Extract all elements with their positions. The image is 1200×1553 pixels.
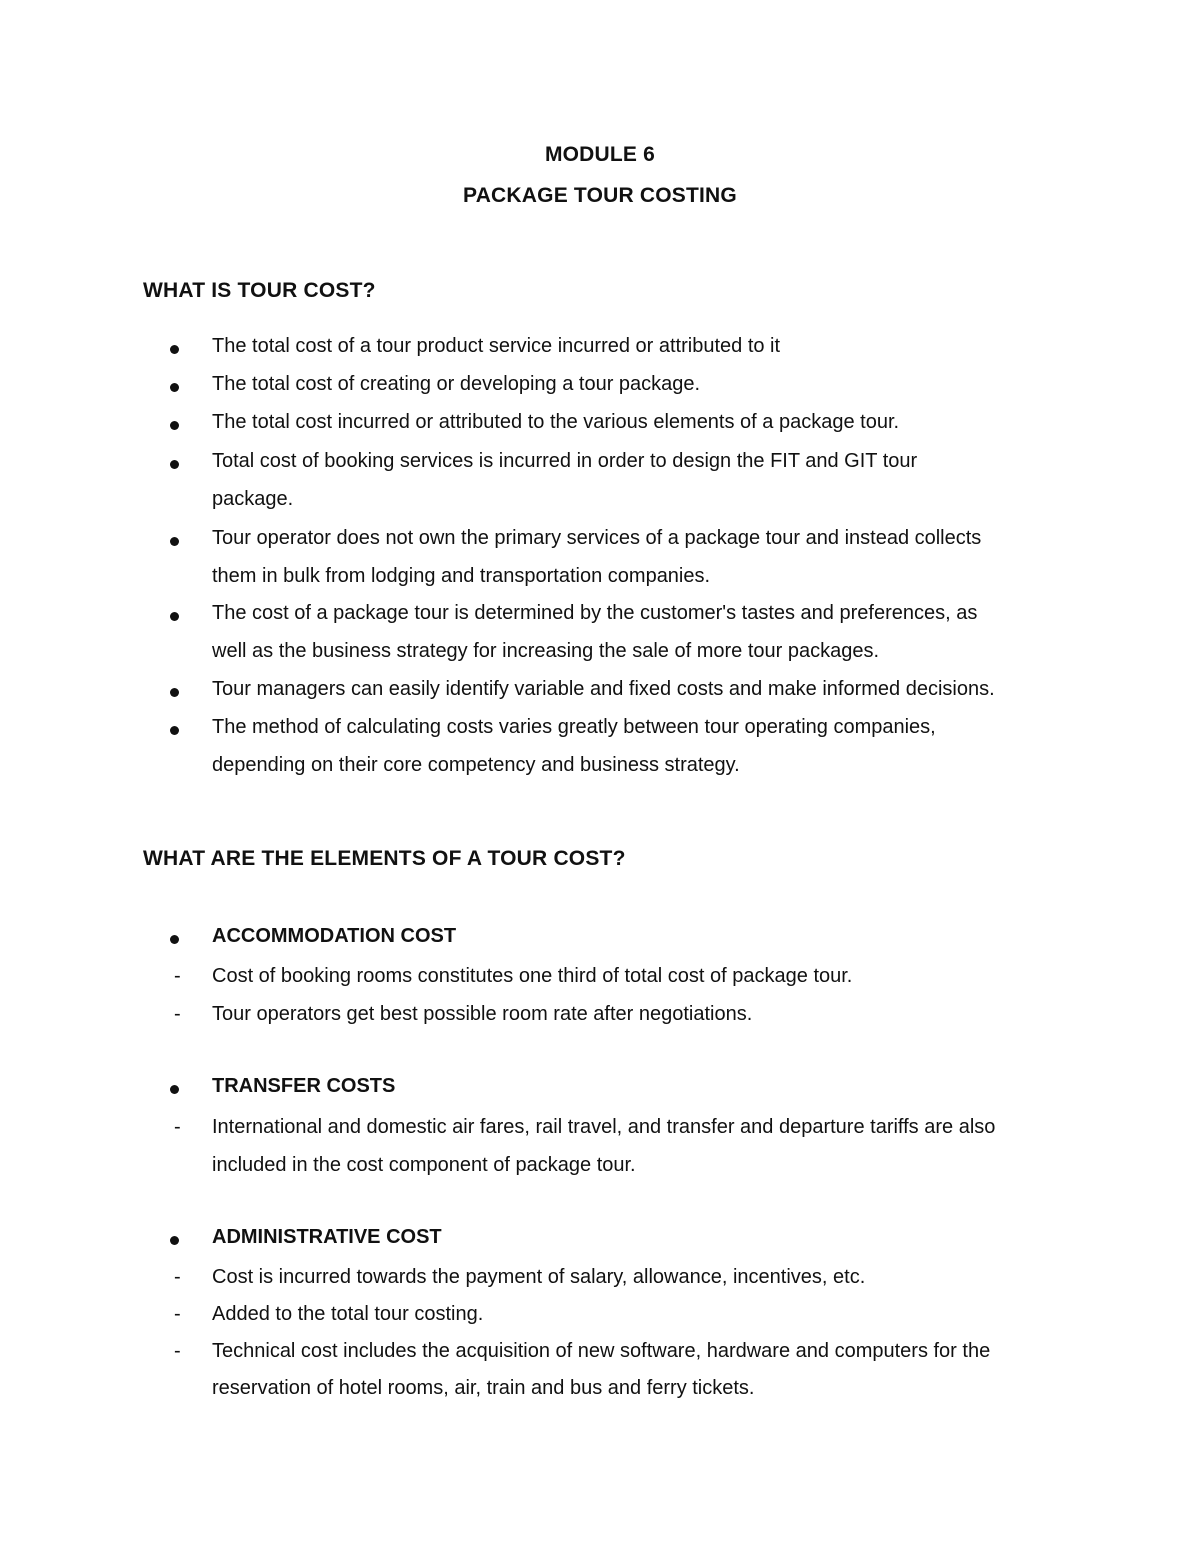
- list-item: The total cost incurred or attributed to the various elements of a package tour.: [212, 411, 900, 433]
- list-item: Technical cost includes the acquisition of new software, hardware and computers for the: [212, 1340, 991, 1362]
- bullet-icon: [170, 612, 179, 621]
- bullet-icon: [170, 383, 179, 392]
- list-item: The total cost of a tour product service incurred or attributed to it: [212, 335, 781, 357]
- bullet-icon: [170, 460, 179, 469]
- bullet-icon: [170, 726, 179, 735]
- bullet-icon: [170, 688, 179, 697]
- dash-marker: -: [174, 1003, 181, 1025]
- list-item: International and domestic air fares, rail travel, and transfer and departure tariffs are also: [212, 1116, 996, 1138]
- subheading-administrative-cost: ADMINISTRATIVE COST: [212, 1226, 442, 1248]
- list-item: Tour operator does not own the primary services of a package tour and instead collects: [212, 527, 982, 549]
- bullet-icon: [170, 421, 179, 430]
- dash-marker: -: [174, 965, 181, 987]
- bullet-icon: [170, 1085, 179, 1094]
- bullet-icon: [170, 345, 179, 354]
- dash-marker: -: [174, 1116, 181, 1138]
- dash-marker: -: [174, 1266, 181, 1288]
- list-item: Total cost of booking services is incurred in order to design the FIT and GIT tour: [212, 450, 918, 472]
- section-heading-elements-of-tour-cost: WHAT ARE THE ELEMENTS OF A TOUR COST?: [143, 847, 626, 870]
- subheading-accommodation-cost: ACCOMMODATION COST: [212, 925, 457, 947]
- list-item: Cost of booking rooms constitutes one third of total cost of package tour.: [212, 965, 853, 987]
- list-item-continuation: reservation of hotel rooms, air, train and bus and ferry tickets.: [212, 1377, 755, 1399]
- bullet-icon: [170, 537, 179, 546]
- list-item: Added to the total tour costing.: [212, 1303, 484, 1325]
- bullet-icon: [170, 935, 179, 944]
- list-item-continuation: well as the business strategy for increasing the sale of more tour packages.: [212, 640, 880, 662]
- bullet-icon: [170, 1236, 179, 1245]
- page-title: PACKAGE TOUR COSTING: [463, 184, 737, 207]
- list-item-continuation: them in bulk from lodging and transportation companies.: [212, 565, 711, 587]
- subheading-transfer-costs: TRANSFER COSTS: [212, 1075, 396, 1097]
- list-item-continuation: package.: [212, 488, 294, 510]
- dash-marker: -: [174, 1303, 181, 1325]
- list-item: The cost of a package tour is determined by the customer's tastes and preferences, as: [212, 602, 978, 624]
- list-item-continuation: depending on their core competency and business strategy.: [212, 754, 740, 776]
- list-item: Tour operators get best possible room rate after negotiations.: [212, 1003, 753, 1025]
- list-item: Cost is incurred towards the payment of salary, allowance, incentives, etc.: [212, 1266, 866, 1288]
- list-item: Tour managers can easily identify variable and fixed costs and make informed decisions.: [212, 678, 995, 700]
- module-title: MODULE 6: [544, 143, 656, 166]
- list-item: The total cost of creating or developing a tour package.: [212, 373, 701, 395]
- list-item: The method of calculating costs varies greatly between tour operating companies,: [212, 716, 936, 738]
- dash-marker: -: [174, 1340, 181, 1362]
- section-heading-what-is-tour-cost: WHAT IS TOUR COST?: [143, 279, 376, 302]
- list-item-continuation: included in the cost component of package tour.: [212, 1154, 636, 1176]
